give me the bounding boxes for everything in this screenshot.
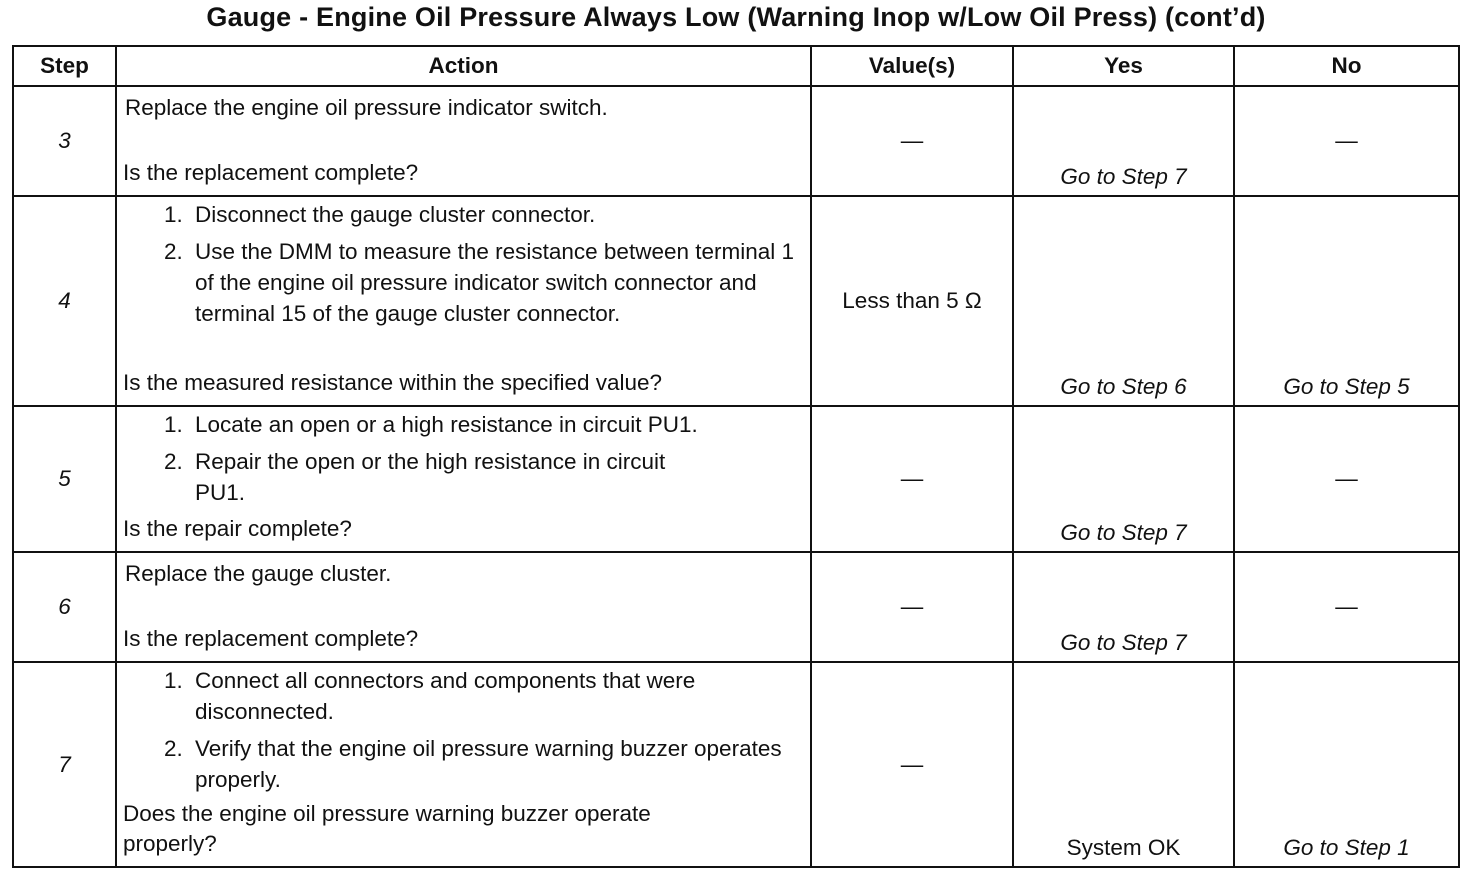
action-step: 2. Verify that the engine oil pressure warning buzzer operates properly. [189, 733, 800, 795]
header-values: Value(s) [811, 46, 1013, 86]
header-action: Action [116, 46, 811, 86]
action-cell [116, 552, 811, 662]
step-number: 6 [13, 552, 116, 662]
question-text: Does the engine oil pressure warning buzzer operate properly? [123, 801, 651, 856]
action-step: 1. Locate an open or a high resistance in circuit PU1. [189, 409, 800, 440]
action-steps-list [117, 407, 810, 508]
no-cell: Go to Step 1 [1234, 662, 1459, 867]
header-yes: Yes [1013, 46, 1234, 86]
table-row [13, 86, 1459, 196]
yes-cell: Go to Step 7 [1013, 406, 1234, 552]
table-header-row [13, 46, 1459, 86]
page-title: Gauge - Engine Oil Pressure Always Low (Warning Inop w/Low Oil Press) (cont’d) [206, 2, 1266, 32]
table-row [13, 662, 1459, 867]
action-cell [116, 196, 811, 406]
action-text: Replace the gauge cluster. [125, 561, 392, 586]
action-step: 1. Connect all connectors and components that were disconnected. [189, 665, 800, 727]
step-number: 7 [13, 662, 116, 867]
question-text: Is the replacement complete? [123, 160, 419, 185]
no-cell: — [1234, 552, 1459, 662]
header-step: Step [13, 46, 116, 86]
table-row [13, 552, 1459, 662]
yes-cell: System OK [1013, 662, 1234, 867]
diagnostic-table [12, 45, 1460, 868]
step-number: 5 [13, 406, 116, 552]
action-cell [116, 662, 811, 867]
header-no: No [1234, 46, 1459, 86]
step-number: 3 [13, 86, 116, 196]
question-text: Is the repair complete? [123, 516, 352, 541]
action-cell [116, 406, 811, 552]
no-cell: Go to Step 5 [1234, 196, 1459, 406]
step-number: 4 [13, 196, 116, 406]
question-text: Is the replacement complete? [123, 626, 419, 651]
action-steps-list [117, 663, 810, 795]
value-cell: — [811, 552, 1013, 662]
value-cell: — [811, 86, 1013, 196]
action-steps-list [117, 197, 810, 329]
value-cell: — [811, 406, 1013, 552]
action-text: Replace the engine oil pressure indicator switch. [125, 95, 608, 120]
question-text: Is the measured resistance within the specified value? [123, 370, 663, 395]
yes-cell: Go to Step 7 [1013, 86, 1234, 196]
action-step: 2. Use the DMM to measure the resistance between terminal 1 of the engine oil pressure indicator switch connector and terminal 15 of the gauge cluster connector. [189, 236, 800, 329]
no-cell: — [1234, 86, 1459, 196]
yes-cell: Go to Step 7 [1013, 552, 1234, 662]
value-cell: — [811, 662, 1013, 867]
yes-cell: Go to Step 6 [1013, 196, 1234, 406]
table-row [13, 196, 1459, 406]
action-cell [116, 86, 811, 196]
action-step: 2. Repair the open or the high resistance in circuit PU1. [189, 446, 800, 508]
no-cell: — [1234, 406, 1459, 552]
action-step: 1. Disconnect the gauge cluster connector. [189, 199, 800, 230]
table-row [13, 406, 1459, 552]
value-cell: Less than 5 Ω [811, 196, 1013, 406]
